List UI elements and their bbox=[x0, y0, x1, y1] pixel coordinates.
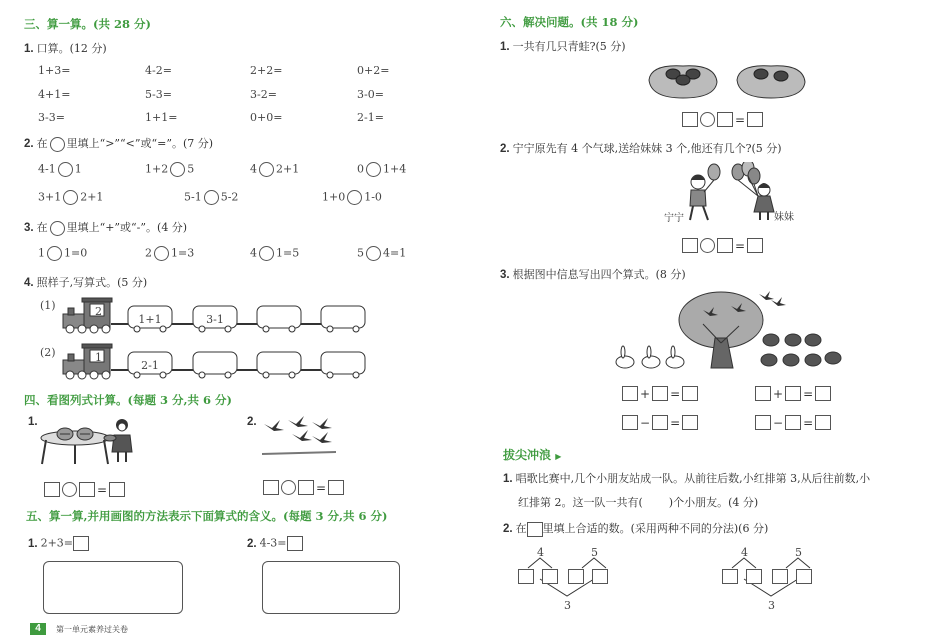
train1-engine-number: 2 bbox=[95, 305, 102, 318]
answer-box[interactable] bbox=[44, 482, 60, 497]
oral-item: 2+2= bbox=[250, 64, 283, 77]
s5-q1: 1. 2+3= bbox=[28, 536, 89, 551]
answer-box[interactable] bbox=[518, 569, 534, 584]
answer-box[interactable] bbox=[815, 415, 831, 430]
balloon-icon bbox=[704, 164, 720, 192]
answer-box[interactable] bbox=[652, 415, 668, 430]
train-engine-icon bbox=[63, 344, 112, 379]
answer-box[interactable] bbox=[747, 112, 763, 127]
bonus-q1-line1: 1. 唱歌比赛中,几个小朋友站成一队。从前往后数,小红排第 3,从后往前数,小 bbox=[503, 472, 871, 485]
answer-box[interactable] bbox=[682, 386, 698, 401]
answer-box[interactable] bbox=[682, 112, 698, 127]
sign-circle[interactable] bbox=[366, 246, 381, 261]
answer-box[interactable] bbox=[682, 238, 698, 253]
train-car bbox=[321, 306, 365, 332]
tree2-boxes bbox=[722, 569, 812, 584]
q-number: 1. bbox=[24, 43, 34, 55]
train-car bbox=[257, 352, 301, 378]
answer-box[interactable] bbox=[592, 569, 608, 584]
tree1-bottom: 3 bbox=[564, 599, 571, 612]
swallows-illustration bbox=[262, 416, 336, 458]
bonus-q2: 2. 在 里填上合适的数。(采用两种不同的分法)(6 分) bbox=[503, 522, 769, 535]
answer-box[interactable] bbox=[263, 480, 279, 495]
s6-q3-answer-4: − = bbox=[755, 415, 831, 430]
bird-icon bbox=[264, 416, 332, 443]
oral-item: 3-0= bbox=[357, 88, 384, 101]
answer-box[interactable] bbox=[755, 415, 771, 430]
answer-box[interactable] bbox=[755, 386, 771, 401]
answer-box[interactable] bbox=[796, 569, 812, 584]
answer-box[interactable] bbox=[298, 480, 314, 495]
answer-circle[interactable] bbox=[700, 112, 715, 127]
answer-box[interactable] bbox=[772, 569, 788, 584]
compare-item: 4 2+1 bbox=[250, 162, 300, 176]
compare-circle[interactable] bbox=[259, 162, 274, 177]
answer-circle[interactable] bbox=[281, 480, 296, 495]
footer-title: 第一单元素养过关卷 bbox=[56, 625, 128, 634]
s5-q2-drawing-area[interactable] bbox=[262, 561, 400, 614]
compare-item: 1+2 5 bbox=[145, 162, 195, 176]
label-girl: 妹妹 bbox=[774, 212, 794, 223]
sign-item: 5 4=1 bbox=[357, 246, 407, 260]
compare-item: 4-1 1 bbox=[38, 162, 82, 176]
train1-car-1: 1+1 bbox=[138, 313, 162, 326]
section3-title: 三、算一算。(共 28 分) bbox=[24, 17, 151, 31]
train2-label: (2) bbox=[40, 346, 56, 359]
tree-icon bbox=[679, 292, 763, 368]
answer-box[interactable] bbox=[568, 569, 584, 584]
tree2-top-a: 4 bbox=[741, 546, 748, 559]
answer-box[interactable] bbox=[717, 112, 733, 127]
answer-box[interactable] bbox=[652, 386, 668, 401]
s4-q1-answer: = bbox=[44, 482, 125, 497]
lily-pad-icon bbox=[737, 66, 805, 98]
cake-icon bbox=[57, 428, 73, 440]
oral-item: 5-3= bbox=[145, 88, 172, 101]
s6-q3-answer-3: − = bbox=[622, 415, 698, 430]
frogs-on-lily-pads-illustration bbox=[647, 60, 807, 104]
compare-circle[interactable] bbox=[170, 162, 185, 177]
boy-icon bbox=[690, 175, 708, 220]
s4-q2-number: 2. bbox=[247, 416, 257, 428]
tree1-top-a: 4 bbox=[537, 546, 544, 559]
oral-item: 3-3= bbox=[38, 111, 65, 124]
section5-title: 五、算一算,并用画图的方法表示下面算式的含义。(每题 3 分,共 6 分) bbox=[26, 509, 388, 523]
girl-icon bbox=[104, 419, 132, 462]
cake-icon bbox=[77, 428, 93, 440]
label-boy: 宁宁 bbox=[664, 213, 684, 224]
oral-item: 4+1= bbox=[38, 88, 71, 101]
sign-circle[interactable] bbox=[47, 246, 62, 261]
s5-q2: 2. 4-3= bbox=[247, 536, 303, 551]
compare-circle[interactable] bbox=[366, 162, 381, 177]
answer-box[interactable] bbox=[746, 569, 762, 584]
s6-q3-answer-1: + = bbox=[622, 386, 698, 401]
answer-circle[interactable] bbox=[700, 238, 715, 253]
answer-box[interactable] bbox=[542, 569, 558, 584]
answer-box[interactable] bbox=[717, 238, 733, 253]
circle-blank bbox=[50, 137, 65, 152]
answer-box[interactable] bbox=[622, 415, 638, 430]
answer-box[interactable] bbox=[722, 569, 738, 584]
q-number: 3. bbox=[24, 222, 34, 234]
girl-icon bbox=[754, 183, 774, 220]
tree2-bottom: 3 bbox=[768, 599, 775, 612]
answer-box[interactable] bbox=[73, 536, 89, 551]
circle-blank bbox=[50, 221, 65, 236]
answer-box[interactable] bbox=[815, 386, 831, 401]
section4-title: 四、看图列式计算。(每题 3 分,共 6 分) bbox=[24, 393, 232, 407]
rabbit-icon bbox=[616, 346, 684, 368]
train1-label: (1) bbox=[40, 299, 56, 312]
compare-circle[interactable] bbox=[347, 190, 362, 205]
train-car bbox=[193, 352, 237, 378]
s3-q3: 3. 在 里填上“+”或“-”。(4 分) bbox=[24, 221, 188, 234]
q-text: 口算。(12 分) bbox=[36, 42, 107, 55]
sign-item: 1 1=0 bbox=[38, 246, 88, 260]
tree2-top-b: 5 bbox=[795, 546, 802, 559]
table-with-cakes-illustration bbox=[38, 416, 138, 468]
sign-item: 4 1=5 bbox=[250, 246, 300, 260]
train2-engine-number: 1 bbox=[95, 351, 102, 364]
oral-item: 0+2= bbox=[357, 64, 390, 77]
tree-animals-illustration bbox=[613, 288, 845, 372]
s4-q2-answer: = bbox=[263, 480, 344, 495]
s3-q4: 4. 照样子,写算式。(5 分) bbox=[24, 276, 148, 289]
compare-item: 5-1 5-2 bbox=[184, 190, 239, 204]
answer-box[interactable] bbox=[328, 480, 344, 495]
answer-circle[interactable] bbox=[62, 482, 77, 497]
train1-car-2: 3-1 bbox=[206, 313, 224, 326]
sign-circle[interactable] bbox=[154, 246, 169, 261]
train-car bbox=[321, 352, 365, 378]
answer-box[interactable] bbox=[109, 482, 125, 497]
train-engine-icon bbox=[63, 298, 112, 333]
answer-box[interactable] bbox=[785, 386, 801, 401]
oral-item: 4-2= bbox=[145, 64, 172, 77]
oral-item: 2-1= bbox=[357, 111, 384, 124]
compare-circle[interactable] bbox=[58, 162, 73, 177]
s6-q2: 2. 宁宁原先有 4 个气球,送给妹妹 3 个,他还有几个?(5 分) bbox=[500, 142, 782, 155]
oral-item: 1+3= bbox=[38, 64, 71, 77]
s6-q1: 1. 一共有几只青蛙?(5 分) bbox=[500, 40, 626, 53]
oral-item: 0+0= bbox=[250, 111, 283, 124]
oral-item: 3-2= bbox=[250, 88, 277, 101]
s6-q1-answer: = bbox=[682, 112, 763, 127]
answer-box bbox=[527, 522, 543, 537]
section6-title: 六、解决问题。(共 18 分) bbox=[500, 15, 639, 29]
answer-box[interactable] bbox=[747, 238, 763, 253]
tree1-boxes bbox=[518, 569, 608, 584]
sign-circle[interactable] bbox=[259, 246, 274, 261]
answer-box[interactable] bbox=[79, 482, 95, 497]
bonus-title: 拔尖冲浪 ▶ bbox=[503, 448, 562, 462]
s4-q1-number: 1. bbox=[28, 416, 38, 428]
balloon-kids-illustration bbox=[684, 162, 784, 226]
answer-box[interactable] bbox=[682, 415, 698, 430]
compare-item: 0 1+4 bbox=[357, 162, 407, 176]
answer-box[interactable] bbox=[785, 415, 801, 430]
answer-box[interactable] bbox=[287, 536, 303, 551]
page-number: 4 bbox=[30, 623, 46, 635]
duck-icon bbox=[761, 334, 841, 366]
tree1-top-b: 5 bbox=[591, 546, 598, 559]
balloon-icon bbox=[732, 162, 760, 196]
s3-q1 bbox=[24, 40, 107, 56]
sign-item: 2 1=3 bbox=[145, 246, 195, 260]
compare-circle[interactable] bbox=[204, 190, 219, 205]
train-car bbox=[257, 306, 301, 332]
answer-box[interactable] bbox=[622, 386, 638, 401]
arrow-right-icon: ▶ bbox=[555, 451, 562, 461]
s5-q1-drawing-area[interactable] bbox=[43, 561, 183, 614]
bonus-q1-line2: 红排第 2。这一队一共有( )个小朋友。(4 分) bbox=[518, 496, 759, 509]
s3-q2: 2. 在 里填上“>”“<”或“=”。(7 分) bbox=[24, 137, 214, 150]
s6-q3: 3. 根据图中信息写出四个算式。(8 分) bbox=[500, 268, 686, 281]
train2-illustration bbox=[62, 342, 368, 382]
compare-item: 1+0 1-0 bbox=[322, 190, 382, 204]
train2-car-1: 2-1 bbox=[141, 359, 159, 372]
s6-q3-answer-2: + = bbox=[755, 386, 831, 401]
s6-q2-answer: = bbox=[682, 238, 763, 253]
compare-item: 3+1 2+1 bbox=[38, 190, 104, 204]
q-number: 2. bbox=[24, 138, 34, 150]
q-number: 4. bbox=[24, 277, 34, 289]
oral-item: 1+1= bbox=[145, 111, 178, 124]
compare-circle[interactable] bbox=[63, 190, 78, 205]
table-icon bbox=[41, 431, 109, 464]
